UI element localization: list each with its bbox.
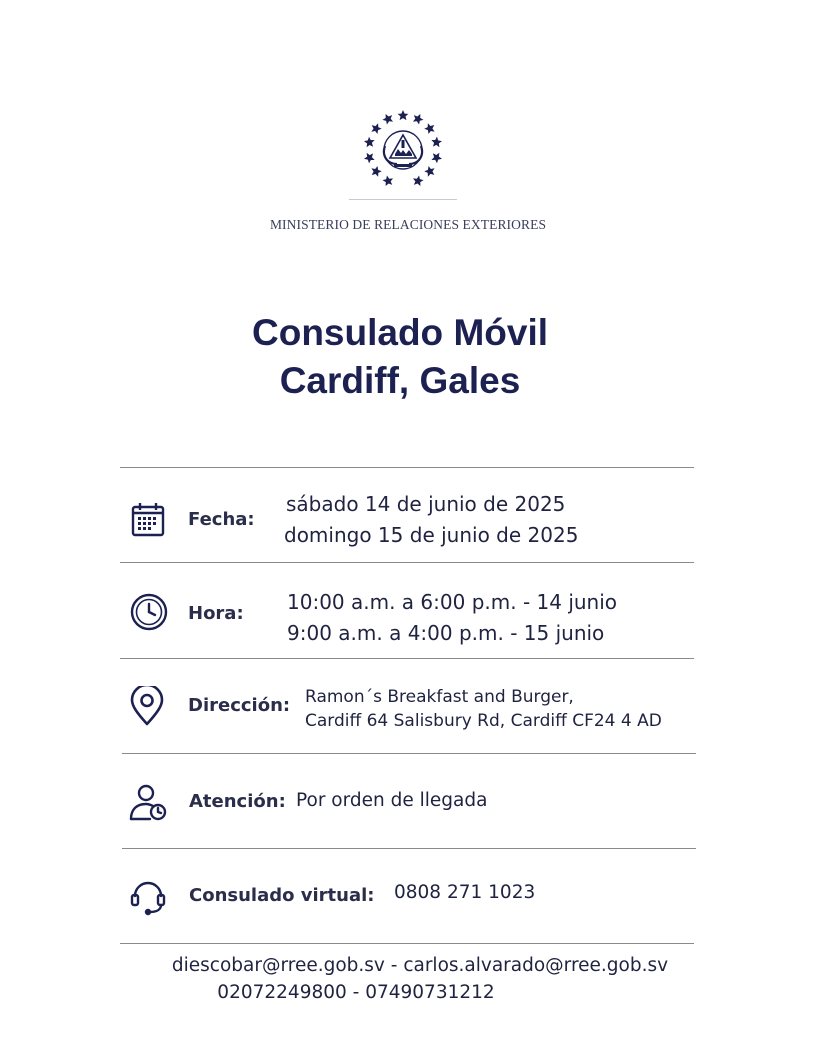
divider-virtual bbox=[120, 943, 694, 944]
fecha-label: Fecha: bbox=[188, 509, 255, 530]
contact-phones: 02072249800 - 07490731212 bbox=[217, 982, 495, 1003]
emblem-divider bbox=[349, 199, 457, 200]
contact-emails: diescobar@rree.gob.sv - carlos.alvarado@rree.gob.sv bbox=[171, 955, 669, 976]
direccion-line1: Ramon´s Breakfast and Burger, bbox=[305, 687, 574, 707]
coat-of-arms-icon bbox=[358, 108, 448, 192]
hora-label: Hora: bbox=[188, 603, 244, 624]
direccion-line2: Cardiff 64 Salisbury Rd, Cardiff CF24 4 AD bbox=[305, 711, 662, 731]
divider-fecha bbox=[120, 562, 694, 563]
fecha-line2: domingo 15 de junio de 2025 bbox=[284, 523, 579, 547]
hora-line2: 9:00 a.m. a 4:00 p.m. - 15 junio bbox=[287, 621, 605, 645]
divider-top bbox=[120, 467, 694, 468]
virtual-value: 0808 271 1023 bbox=[394, 882, 536, 903]
calendar-icon bbox=[128, 500, 168, 540]
virtual-label: Consulado virtual: bbox=[189, 885, 375, 906]
headset-icon bbox=[128, 876, 168, 916]
person-clock-icon bbox=[128, 783, 168, 823]
direccion-label: Dirección: bbox=[188, 695, 291, 716]
hora-line1: 10:00 a.m. a 6:00 p.m. - 14 junio bbox=[287, 590, 618, 614]
divider-atencion bbox=[122, 848, 696, 849]
ministry-name: MINISTERIO DE RELACIONES EXTERIORES bbox=[269, 217, 547, 232]
fecha-line1: sábado 14 de junio de 2025 bbox=[286, 492, 566, 516]
location-pin-icon bbox=[127, 686, 167, 726]
divider-direccion bbox=[122, 753, 696, 754]
atencion-label: Atención: bbox=[189, 791, 286, 812]
page-title-line1: Consulado Móvil bbox=[252, 312, 548, 353]
page-title-line2: Cardiff, Gales bbox=[279, 360, 521, 401]
divider-hora bbox=[120, 658, 694, 659]
clock-icon bbox=[129, 592, 169, 632]
atencion-value: Por orden de llegada bbox=[296, 790, 488, 811]
